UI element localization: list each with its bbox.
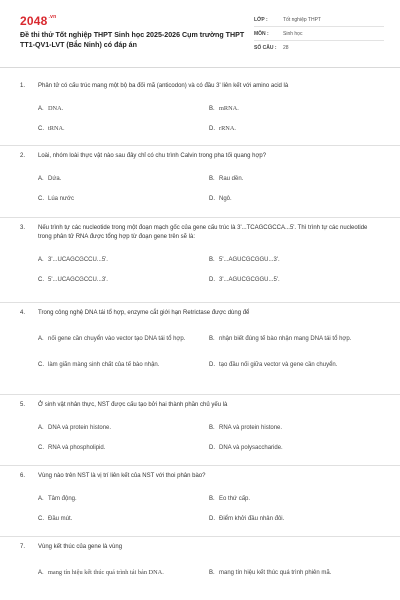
question-item (0, 395, 400, 466)
question-text: Trong công nghệ DNA tái tổ hợp, enzyme cắt giới hạn Retrictase được dùng để (38, 310, 250, 316)
meta-class-label: LỚP : (254, 17, 268, 23)
option-letter: B. (209, 176, 215, 182)
option-text: DNA và polysaccharide. (219, 445, 283, 451)
option-letter: D. (209, 445, 215, 451)
option-letter: C. (38, 516, 44, 522)
question-item (0, 146, 400, 218)
option-letter: A. (38, 496, 44, 502)
question-item (0, 537, 400, 597)
question-item (0, 303, 400, 395)
option-list (20, 418, 380, 458)
question-number: 5. (20, 402, 26, 408)
option-text: Điểm khởi đầu nhân đôi. (219, 516, 285, 522)
option-list (20, 326, 380, 378)
option-d[interactable] (209, 509, 380, 529)
option-b[interactable] (209, 99, 380, 119)
option-a[interactable] (38, 418, 209, 438)
option-list (20, 560, 380, 586)
option-b[interactable] (209, 169, 380, 189)
option-text: 5'...UCAGCGCCU...3'. (48, 277, 108, 283)
question-text: Loài, nhóm loài thực vật nào sau đây chỉ có chu trình Calvin trong pha tối quang hợp? (38, 153, 267, 159)
option-letter: D. (209, 126, 215, 132)
option-b[interactable] (209, 418, 380, 438)
option-text: DNA và protein histone. (48, 425, 112, 431)
option-text: tạo đầu nối giữa vector và gene cần chuyển. (219, 362, 338, 368)
option-text: DNA. (48, 105, 64, 112)
option-text: mRNA. (219, 105, 239, 112)
option-d[interactable] (209, 270, 380, 290)
option-text: 3'...AGUCGCGGU...5'. (219, 277, 280, 283)
question-number: 7. (20, 544, 26, 550)
question-head (20, 309, 380, 318)
meta-count-row (254, 42, 384, 55)
question-head (20, 152, 380, 161)
option-b[interactable] (209, 560, 380, 586)
exam-header (0, 0, 400, 68)
option-text: Dứa. (48, 176, 62, 182)
option-d[interactable] (209, 189, 380, 209)
question-text: Phân tử có cấu trúc mang một bộ ba đối mã (anticodon) và có đầu 3' liên kết với amino acid là (38, 83, 289, 89)
question-item (0, 76, 400, 146)
option-letter: C. (38, 445, 44, 451)
option-c[interactable] (38, 119, 209, 139)
option-text: mang tín hiệu kết thúc quá trình tái bản DNA. (48, 569, 164, 576)
option-text: Tâm động. (48, 496, 77, 502)
meta-subject-row (254, 28, 384, 41)
option-text: Ngô. (219, 196, 232, 202)
exam-meta (254, 14, 384, 56)
question-head (20, 472, 380, 481)
option-text: Đầu mút. (48, 516, 73, 522)
logo-text: 2048 (20, 14, 48, 28)
question-head (20, 82, 380, 91)
option-letter: D. (209, 196, 215, 202)
option-letter: D. (209, 516, 215, 522)
option-a[interactable] (38, 169, 209, 189)
option-a[interactable] (38, 326, 209, 352)
question-number: 6. (20, 473, 26, 479)
option-list (20, 250, 380, 290)
option-letter: A. (38, 425, 44, 431)
option-d[interactable] (209, 352, 380, 378)
logo-tld: .vn (48, 14, 57, 20)
question-head (20, 224, 380, 242)
option-letter: A. (38, 336, 44, 342)
question-number: 3. (20, 225, 26, 231)
site-logo[interactable] (20, 14, 56, 28)
option-a[interactable] (38, 560, 209, 586)
exam-title: Đề thi thử Tốt nghiệp THPT Sinh học 2025-2026 Cụm trường THPT TT1-QV1-LVT (Bắc Ninh) có đáp án (20, 31, 245, 49)
option-letter: C. (38, 196, 44, 202)
question-item (0, 218, 400, 303)
option-letter: B. (209, 106, 215, 112)
option-list (20, 99, 380, 139)
option-letter: C. (38, 362, 44, 368)
option-text: mang tín hiệu kết thúc quá trình phiên mã. (219, 570, 332, 576)
option-letter: B. (209, 570, 215, 576)
question-item (0, 466, 400, 537)
question-number: 4. (20, 310, 26, 316)
option-c[interactable] (38, 509, 209, 529)
option-letter: B. (209, 496, 215, 502)
meta-subject-label: MÔN : (254, 31, 269, 37)
option-list (20, 169, 380, 209)
meta-count-value: 28 (283, 45, 289, 51)
question-text: Ở sinh vật nhân thực, NST được cấu tạo bởi hai thành phần chủ yếu là (38, 402, 228, 408)
option-c[interactable] (38, 189, 209, 209)
option-text: nối gene cần chuyển vào vector tạo DNA tái tổ hợp. (48, 336, 186, 342)
option-letter: B. (209, 425, 215, 431)
question-text: Nếu trình tự các nucleotide trong một đoạn mạch gốc của gene cấu trúc là 3'...TCAGCGCCA...5'. Thì trình tự các nucleotide trong phân tử RNA được tổng hợp từ đoạn gene trên sẽ là: (38, 225, 368, 240)
option-letter: B. (209, 257, 215, 263)
option-text: làm giãn màng sinh chất của tế bào nhận. (48, 362, 160, 368)
meta-subject-value: Sinh học (283, 31, 303, 37)
meta-class-value: Tốt nghiệp THPT (283, 17, 321, 23)
option-text: Lúa nước (48, 196, 74, 202)
option-letter: A. (38, 106, 44, 112)
option-letter: D. (209, 277, 215, 283)
question-text: Vùng kết thúc của gene là vùng (38, 544, 123, 550)
option-text: rRNA. (219, 125, 236, 132)
question-number: 2. (20, 153, 26, 159)
meta-count-label: SỐ CÂU : (254, 45, 277, 51)
option-text: RNA và phospholipid. (48, 445, 106, 451)
option-a[interactable] (38, 99, 209, 119)
option-letter: D. (209, 362, 215, 368)
option-d[interactable] (209, 119, 380, 139)
meta-class-row (254, 14, 384, 27)
option-letter: C. (38, 126, 44, 132)
option-c[interactable] (38, 270, 209, 290)
option-text: Eo thứ cấp. (219, 496, 251, 502)
option-d[interactable] (209, 438, 380, 458)
option-text: Rau dền. (219, 176, 244, 182)
option-letter: C. (38, 277, 44, 283)
option-letter: A. (38, 176, 44, 182)
question-head (20, 401, 380, 410)
option-a[interactable] (38, 250, 209, 270)
option-b[interactable] (209, 250, 380, 270)
option-text: 5'...AGUCGCGGU...3'. (219, 257, 280, 263)
option-letter: A. (38, 257, 44, 263)
question-number: 1. (20, 83, 26, 89)
option-text: RNA và protein histone. (219, 425, 283, 431)
option-list (20, 489, 380, 529)
option-b[interactable] (209, 489, 380, 509)
option-text: tRNA. (48, 125, 65, 132)
option-a[interactable] (38, 489, 209, 509)
option-c[interactable] (38, 438, 209, 458)
option-text: 3'...UCAGCGCCU...5'. (48, 257, 108, 263)
option-text: nhận biết đúng tế bào nhận mang DNA tái tổ hợp. (219, 336, 352, 342)
option-letter: A. (38, 570, 44, 576)
question-text: Vùng nào trên NST là vị trí liên kết của NST với thoi phân bào? (38, 473, 206, 479)
question-head (20, 543, 380, 552)
option-letter: B. (209, 336, 215, 342)
option-c[interactable] (38, 352, 209, 378)
question-list (0, 76, 400, 597)
option-b[interactable] (209, 326, 380, 352)
